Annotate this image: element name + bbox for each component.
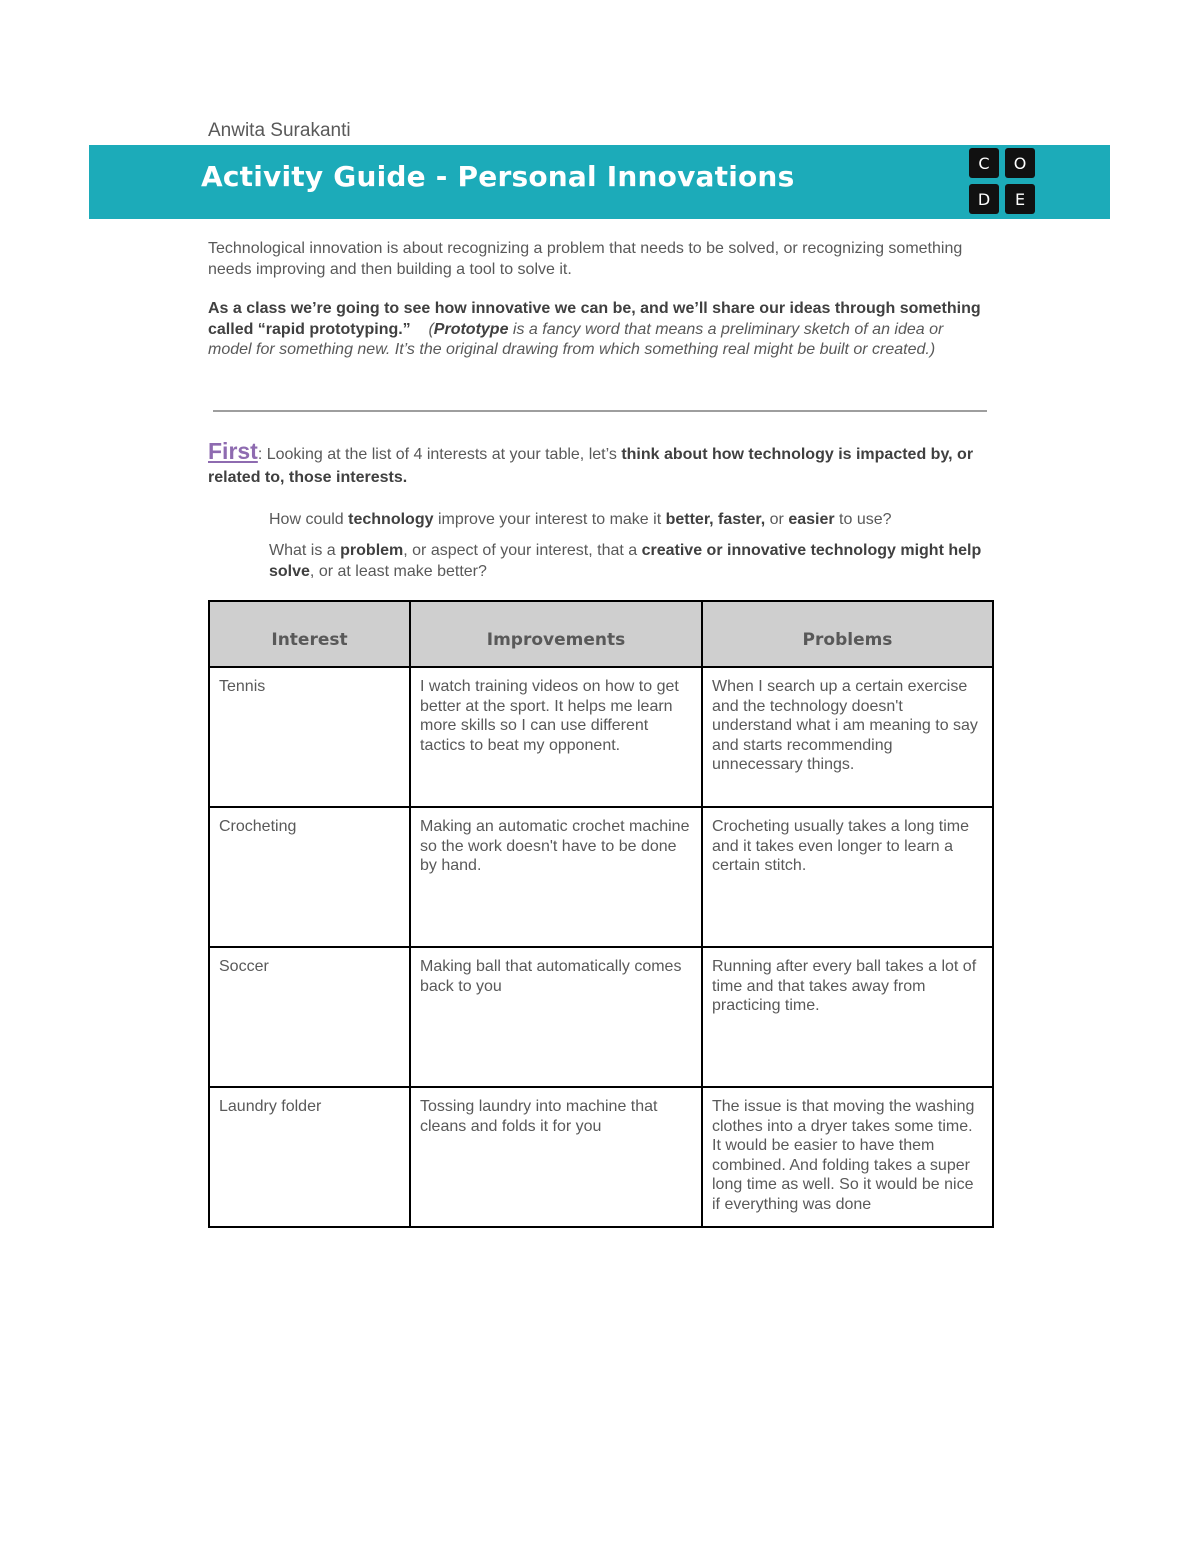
prototype-definition: is a fancy word that means a preliminary sketch of an idea or model for something new. It’s the original drawing from which something real might be built or created.)	[208, 320, 944, 358]
interest-cell: Soccer	[209, 947, 410, 1087]
problems-cell: The issue is that moving the washing clothes into a dryer takes some time. It would be easier to have them combined. And folding takes a super long time as well. So it would be nice if everything was done	[702, 1087, 993, 1227]
prototype-italic-open: (	[428, 320, 434, 338]
author-name: Anwita Surakanti	[208, 120, 351, 141]
intro-section	[208, 238, 988, 361]
interest-cell: Crocheting	[209, 807, 410, 947]
interests-table	[208, 600, 994, 1228]
table-row	[209, 807, 993, 947]
interest-cell: Laundry folder	[209, 1087, 410, 1227]
first-instruction	[208, 440, 998, 489]
first-heading: First	[208, 438, 258, 464]
header-improvements: Improvements	[410, 601, 702, 667]
section-divider	[213, 410, 987, 412]
prototype-bold-text: As a class we’re going to see how innovative we can be, and we’ll share our ideas through something called “rapid prototyping.”	[208, 300, 981, 338]
logo-letter-d: D	[969, 184, 999, 214]
question-problem: What is a problem, or aspect of your interest, that a creative or innovative technology might help solve, or at least make better?	[269, 542, 982, 580]
prototype-term: Prototype	[433, 320, 509, 338]
prototype-paragraph	[208, 299, 988, 361]
improvements-cell: Making an automatic crochet machine so the work doesn't have to be done by hand.	[410, 807, 702, 947]
first-bold-text: think about how technology is impacted by, or related to, those interests.	[208, 446, 974, 486]
table-row	[209, 947, 993, 1087]
problems-cell: Running after every ball takes a lot of time and that takes away from practicing time.	[702, 947, 993, 1087]
improvements-cell: Tossing laundry into machine that cleans and folds it for you	[410, 1087, 702, 1227]
guiding-questions	[269, 509, 989, 592]
page-title: Activity Guide - Personal Innovations	[201, 160, 795, 193]
table-row	[209, 1087, 993, 1227]
question-improve: How could technology improve your interest to make it better, faster, or easier to use?	[269, 511, 892, 528]
problems-cell: Crocheting usually takes a long time and it takes even longer to learn a certain stitch.	[702, 807, 993, 947]
table-header-row	[209, 601, 993, 667]
problems-cell: When I search up a certain exercise and the technology doesn't understand what i am meaning to say and starts recommending unnecessary things.	[702, 667, 993, 807]
improvements-cell: I watch training videos on how to get better at the sport. It helps me learn more skills so I can use different tactics to beat my opponent.	[410, 667, 702, 807]
logo-letter-e: E	[1005, 184, 1035, 214]
improvements-cell: Making ball that automatically comes back to you	[410, 947, 702, 1087]
title-banner	[89, 145, 1110, 219]
interest-cell: Tennis	[209, 667, 410, 807]
logo-letter-c: C	[969, 148, 999, 178]
header-interest: Interest	[209, 601, 410, 667]
first-text: : Looking at the list of 4 interests at your table, let’s	[257, 446, 622, 463]
header-problems: Problems	[702, 601, 993, 667]
table-row	[209, 667, 993, 807]
intro-paragraph: Technological innovation is about recognizing a problem that needs to be solved, or recognizing something needs improving and then building a tool to solve it.	[208, 240, 963, 278]
logo-letter-o: O	[1005, 148, 1035, 178]
code-logo	[969, 148, 1035, 214]
